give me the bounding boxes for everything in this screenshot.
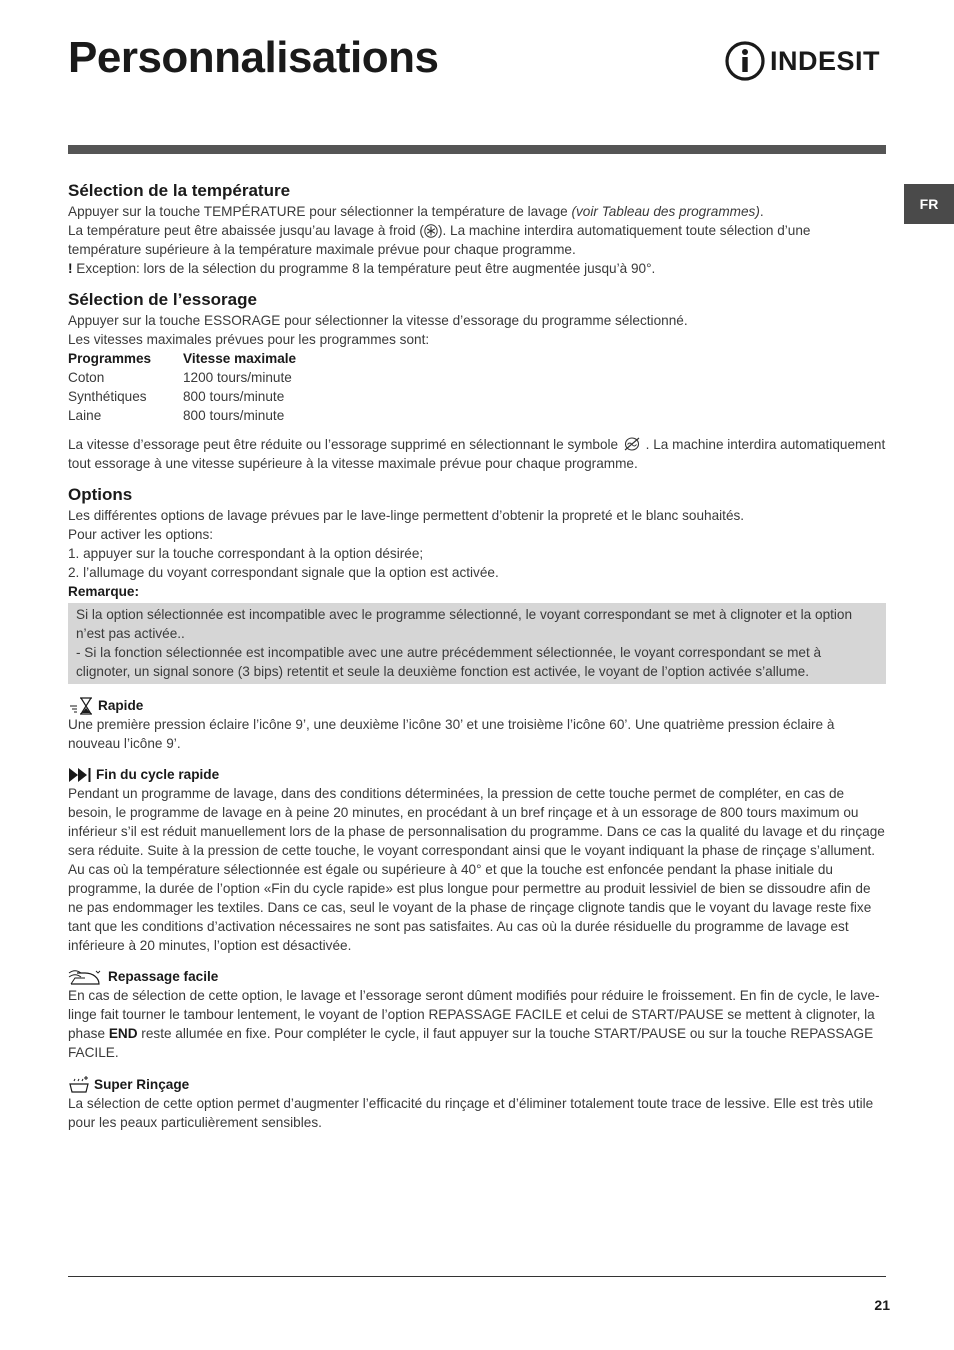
hourglass-icon	[68, 697, 94, 715]
rapide-text: Une première pression éclaire l’icône 9’, une deuxième l’icône 30’ et une troisième l’icône 60’. Une quatrième pression éclaire à nouveau l’icône 9’.	[68, 717, 835, 751]
iron-icon	[68, 968, 104, 986]
page-number: 21	[874, 1297, 890, 1313]
language-tab: FR	[904, 184, 954, 224]
remark-label: Remarque:	[68, 584, 140, 599]
rapide-heading	[68, 696, 886, 715]
spin-paragraph-2: Les vitesses maximales prévues pour les programmes sont:	[68, 332, 430, 347]
table-header-max-speed: Vitesse maximale	[183, 351, 297, 366]
header-divider	[68, 145, 886, 154]
table-cell: 800 tours/minute	[183, 389, 285, 404]
easy-iron-title: Repassage facile	[108, 969, 219, 984]
rinse-basin-icon	[68, 1074, 90, 1094]
options-step-1: 1. appuyer sur la touche correspondant à la option désirée;	[68, 546, 424, 561]
options-paragraph-2: Pour activer les options:	[68, 527, 214, 542]
table-cell: 800 tours/minute	[183, 408, 285, 423]
options-paragraph-1: Les différentes options de lavage prévues par le lave-linge permettent d’obtenir la propreté et le blanc souhaités.	[68, 508, 745, 523]
spin-speed-table	[68, 349, 296, 425]
table-cell: Coton	[68, 370, 105, 385]
fast-end-title: Fin du cycle rapide	[96, 767, 220, 782]
spin-paragraph-1: Appuyer sur la touche ESSORAGE pour sélectionner la vitesse d’essorage du programme sélectionné.	[68, 313, 688, 328]
temperature-paragraph-2: La température peut être abaissée jusqu’au lavage à froid ( ). La machine interdira automatiquement toute sélection d’une température supérieure à la température maximale prévue pour chaque programme.	[68, 223, 811, 257]
table-row	[68, 387, 296, 406]
spin-paragraph-3: La vitesse d’essorage peut être réduite ou l’essorage supprimé en sélectionnant le symbole . La machine interdira automatiquement tout essorage à une vitesse supérieure à la vitesse maximale prévue pour chaque programme.	[68, 437, 886, 471]
super-rinse-title: Super Rinçage	[94, 1076, 190, 1092]
table-header-row	[68, 349, 296, 368]
cold-wash-icon	[424, 224, 438, 238]
no-spin-icon	[622, 436, 642, 452]
temperature-exception: ! Exception: lors de la sélection du programme 8 la température peut être augmentée jusqu’à 90°.	[68, 261, 656, 276]
main-content	[68, 180, 886, 1132]
easy-iron-text: En cas de sélection de cette option, le lavage et l’essorage seront dûment modifiés pour réduire le froissement. En fin de cycle, le lave-linge fait tourner le tambour lentement, le voyant de l’option REPASSAGE FACILE et celui de START/PAUSE se mettent à clignoter, la phase END reste allumée en fixe. Pour compléter le cycle, il faut appuyer sur la touche START/PAUSE ou sur la touche REPASSAGE FACILE.	[68, 988, 880, 1060]
fast-end-heading	[68, 765, 886, 784]
table-header-programs: Programmes	[68, 351, 152, 366]
table-cell: Laine	[68, 408, 102, 423]
remark-box	[68, 603, 886, 684]
options-step-2: 2. l’allumage du voyant correspondant signale que la option est activée.	[68, 565, 499, 580]
fast-end-text: Pendant un programme de lavage, dans des conditions déterminées, la pression de cette touche permet de compléter, en cas de besoin, le programme de lavage en à peine 20 minutes, en procédant à un bref rinçage et à un essorage de 800 tours maximum ou inférieur s’il est réduit manuellement lors de la phase de personnalisation du programme. Dans ce cas la qualité du lavage et du rinçage sera réduite. Suite à la pression de cette touche, le voyant correspondant ainsi que le voyant indiquant la phase de rinçage s’allument. Au cas où la température sélectionnée est égale ou supérieure à 40° et que la touche est enfoncée pendant la phase initiale du programme, la durée de l’option «Fin du cycle rapide» est plus longue pour permettre au produit lessiviel de bien se dissoudre afin de ne pas endommager les textiles. Dans ce cas, seul le voyant de la phase de rinçage clignote tandis que le voyant du lavage reste fixe tant que les conditions d’activation nécessaires ne sont pas satisfaites. Au cas où la durée résiduelle du programme de lavage est inférieure à 20 minutes, l’option est désactivée.	[68, 786, 885, 953]
brand-name: INDESIT	[770, 46, 881, 76]
table-row	[68, 406, 296, 425]
remark-note-1: Si la option sélectionnée est incompatible avec le programme sélectionné, le voyant correspondant se met à clignoter et la option n’est pas activée..	[76, 607, 853, 641]
table-row	[68, 368, 296, 387]
rapide-title: Rapide	[98, 698, 144, 713]
temperature-heading: Sélection de la température	[68, 181, 291, 200]
table-cell: Synthétiques	[68, 389, 147, 404]
page-title: Personnalisations	[68, 33, 439, 82]
fast-forward-icon	[68, 767, 92, 783]
super-rinse-text: La sélection de cette option permet d’augmenter l’efficacité du rinçage et d’éliminer totalement toute trace de lessive. Elle est très utile pour les peaux particulièrement sensibles.	[68, 1096, 874, 1130]
easy-iron-heading	[68, 967, 886, 986]
temperature-paragraph-1: Appuyer sur la touche TEMPÉRATURE pour sélectionner la température de lavage (voir Tableau des programmes).	[68, 204, 764, 219]
spin-heading: Sélection de l’essorage	[68, 290, 257, 309]
indesit-logo	[724, 40, 886, 82]
footer-divider	[68, 1276, 886, 1277]
options-heading: Options	[68, 485, 133, 504]
super-rinse-heading	[68, 1074, 886, 1094]
remark-note-2: - Si la fonction sélectionnée est incompatible avec une autre précédemment sélectionnée, le voyant correspondant se met à clignoter, un signal sonore (3 bips) retentit et seule la deuxième fonction est activée, le voyant de l’option activée s’allume.	[76, 645, 822, 679]
indesit-i-icon	[724, 40, 768, 82]
table-cell: 1200 tours/minute	[183, 370, 292, 385]
